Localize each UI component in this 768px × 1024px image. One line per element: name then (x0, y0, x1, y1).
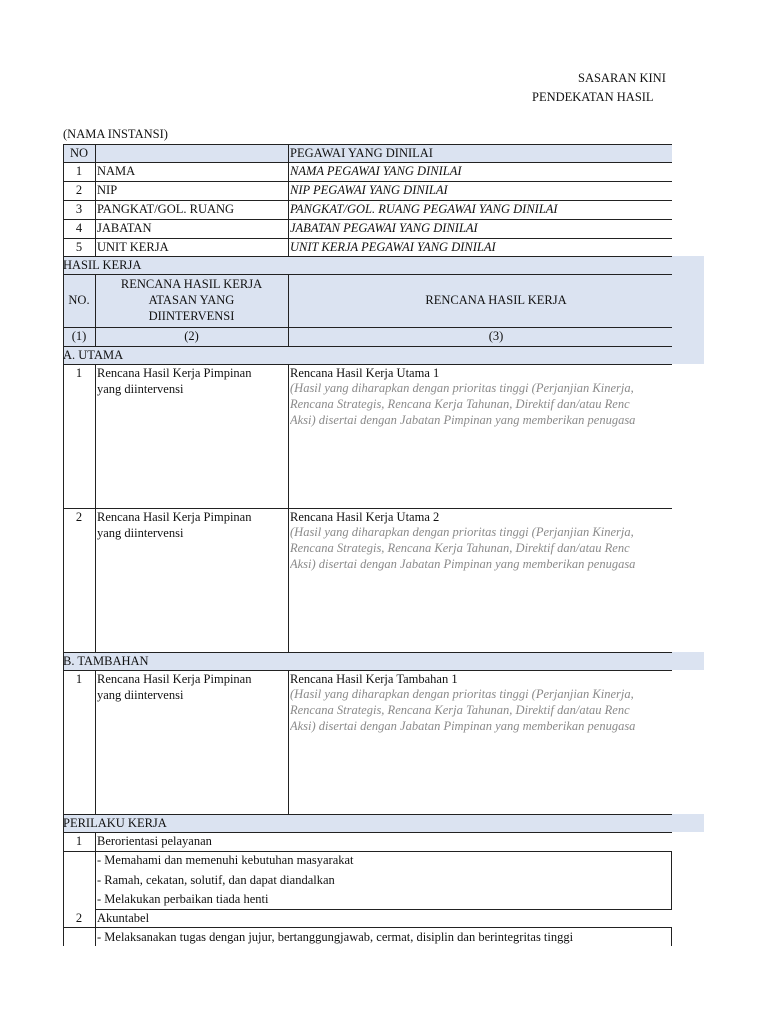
grid-line (95, 144, 96, 256)
field-value-jabatan: JABATAN PEGAWAI YANG DINILAI (290, 221, 478, 235)
grid-line (63, 144, 672, 145)
rencana-note-line3: Aksi) disertai dengan Jabatan Pimpinan yang memberikan penugasa (290, 413, 636, 427)
grid-line (63, 652, 672, 653)
perilaku-point: - Melakukan perbaikan tiada henti (97, 892, 269, 906)
grid-line (63, 364, 672, 365)
field-value-nama: NAMA PEGAWAI YANG DINILAI (290, 164, 462, 178)
document-title-line2: PENDEKATAN HASIL (532, 90, 654, 104)
field-label-nip: NIP (97, 183, 118, 197)
rencana-note-line1: (Hasil yang diharapkan dengan prioritas tinggi (Perjanjian Kinerja, (290, 525, 634, 539)
rencana-title: Rencana Hasil Kerja Tambahan 1 (290, 672, 458, 686)
grid-line (95, 670, 96, 814)
grid-line (63, 181, 672, 182)
row-number: 3 (75, 202, 83, 216)
tambahan-header-fill (63, 652, 704, 670)
perilaku-point: - Memahami dan memenuhi kebutuhan masyarakat (97, 853, 354, 867)
atasan-text-line1: Rencana Hasil Kerja Pimpinan (97, 672, 252, 686)
col-number-3: (3) (488, 329, 504, 343)
grid-line (63, 256, 672, 257)
atasan-text-line2: yang diintervensi (97, 688, 184, 702)
rencana-note-line3: Aksi) disertai dengan Jabatan Pimpinan yang memberikan penugasa (290, 557, 636, 571)
rencana-note-line2: Rencana Strategis, Rencana Kerja Tahunan, Direktif dan/atau Renc (290, 541, 630, 555)
col-rencana-header: RENCANA HASIL KERJA (425, 293, 567, 307)
row-number: 2 (75, 510, 83, 524)
perilaku-section-label: PERILAKU KERJA (63, 816, 167, 830)
grid-line (63, 162, 672, 163)
perilaku-title: Berorientasi pelayanan (97, 834, 212, 848)
rencana-note-line2: Rencana Strategis, Rencana Kerja Tahunan, Direktif dan/atau Renc (290, 703, 630, 717)
atasan-text-line1: Rencana Hasil Kerja Pimpinan (97, 366, 252, 380)
pegawai-header: PEGAWAI YANG DINILAI (290, 146, 433, 160)
perilaku-title: Akuntabel (97, 911, 150, 925)
row-number: 1 (75, 164, 83, 178)
field-value-pangkat: PANGKAT/GOL. RUANG PEGAWAI YANG DINILAI (290, 202, 558, 216)
grid-line (63, 219, 672, 220)
row-number: 1 (75, 834, 83, 848)
field-label-jabatan: JABATAN (97, 221, 152, 235)
tambahan-section-label: B. TAMBAHAN (63, 654, 149, 668)
col-atasan-header-line3: DIINTERVENSI (148, 309, 235, 323)
row-number: 2 (75, 911, 83, 925)
utama-section-label: A. UTAMA (63, 348, 124, 362)
grid-line (288, 670, 289, 814)
rencana-note-line1: (Hasil yang diharapkan dengan prioritas tinggi (Perjanjian Kinerja, (290, 687, 634, 701)
perilaku-point: - Melaksanakan tugas dengan jujur, bertanggungjawab, cermat, disiplin dan berintegritas tinggi (97, 930, 574, 944)
grid-line (63, 508, 672, 509)
row-number: 4 (75, 221, 83, 235)
grid-line (63, 238, 672, 239)
field-label-nama: NAMA (97, 164, 136, 178)
grid-line (63, 670, 672, 671)
row-number: 2 (75, 183, 83, 197)
col-number-1: (1) (71, 329, 87, 343)
grid-line (288, 144, 289, 256)
grid-line (671, 851, 672, 909)
field-label-unit-kerja: UNIT KERJA (97, 240, 169, 254)
row-number: 1 (75, 672, 83, 686)
grid-line (63, 927, 672, 928)
atasan-text-line2: yang diintervensi (97, 382, 184, 396)
col-number-2: (2) (184, 329, 199, 343)
hasil-kerja-section-label: HASIL KERJA (63, 258, 142, 272)
grid-line (63, 851, 672, 852)
grid-line (95, 909, 672, 910)
grid-line (63, 274, 672, 275)
atasan-text-line2: yang diintervensi (97, 526, 184, 540)
grid-line (63, 832, 672, 833)
identity-no-header: NO (69, 146, 89, 160)
rencana-note-line3: Aksi) disertai dengan Jabatan Pimpinan yang memberikan penugasa (290, 719, 636, 733)
field-value-nip: NIP PEGAWAI YANG DINILAI (290, 183, 448, 197)
col-atasan-header-line2: ATASAN YANG (148, 293, 235, 307)
row-number: 1 (75, 366, 83, 380)
field-value-unit-kerja: UNIT KERJA PEGAWAI YANG DINILAI (290, 240, 496, 254)
col-atasan-header-line1: RENCANA HASIL KERJA (120, 277, 263, 291)
col-no-header: NO. (68, 293, 90, 307)
perilaku-point: - Ramah, cekatan, solutif, dan dapat diandalkan (97, 873, 335, 887)
grid-line (63, 814, 672, 815)
grid-line (288, 364, 289, 652)
rencana-title: Rencana Hasil Kerja Utama 2 (290, 510, 440, 524)
grid-line (95, 364, 96, 652)
grid-line (95, 832, 96, 946)
rencana-note-line1: (Hasil yang diharapkan dengan prioritas tinggi (Perjanjian Kinerja, (290, 381, 634, 395)
grid-line (671, 927, 672, 946)
field-label-pangkat: PANGKAT/GOL. RUANG (97, 202, 235, 216)
row-number: 5 (75, 240, 83, 254)
rencana-note-line2: Rencana Strategis, Rencana Kerja Tahunan, Direktif dan/atau Renc (290, 397, 630, 411)
atasan-text-line1: Rencana Hasil Kerja Pimpinan (97, 510, 252, 524)
grid-line (63, 200, 672, 201)
grid-line (63, 327, 672, 328)
instansi-label: (NAMA INSTANSI) (63, 127, 168, 141)
grid-line (63, 346, 672, 347)
rencana-title: Rencana Hasil Kerja Utama 1 (290, 366, 440, 380)
document-title-line1: SASARAN KINI (578, 71, 666, 85)
